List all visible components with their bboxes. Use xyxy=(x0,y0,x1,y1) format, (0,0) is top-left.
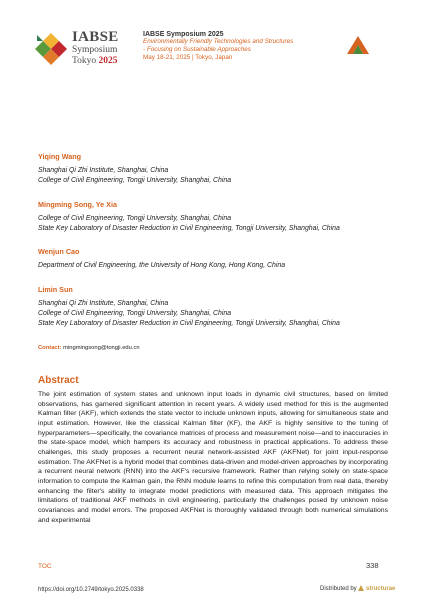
distributed-by xyxy=(320,585,395,592)
symposium-title: IABSE Symposium 2025 xyxy=(143,31,224,38)
page-number: 338 xyxy=(366,561,379,570)
author-affiliation: State Key Laboratory of Disaster Reduction in Civil Engineering, Tongji University, Shanghai, China xyxy=(38,319,340,327)
page-header xyxy=(0,0,424,70)
toc-link[interactable]: TOC xyxy=(38,563,52,570)
contact-line xyxy=(38,345,140,351)
distributor-brand: structurae xyxy=(366,586,396,592)
symposium-date: May 18-21, 2025 | Tokyo, Japan xyxy=(143,54,233,61)
logo-symposium: Symposium xyxy=(72,45,118,55)
author-affiliation: College of Civil Engineering, Tongji University, Shanghai, China xyxy=(38,177,232,184)
contact-label: Contact: xyxy=(38,345,62,351)
structurae-corner-icon xyxy=(345,34,371,56)
logo-iabse: IABSE xyxy=(72,29,119,45)
author-affiliation: College of Civil Engineering, Tongji University, Shanghai, China xyxy=(38,214,232,222)
author-block xyxy=(38,247,398,271)
author-name: Yiqing Wang xyxy=(38,152,81,161)
author-name: Wenjun Cao xyxy=(38,247,80,256)
iabse-logo-icon xyxy=(34,32,68,66)
author-name: Limin Sun xyxy=(38,284,73,294)
logo-tokyo xyxy=(72,57,119,67)
author-affiliation: Shanghai Qi Zhi Institute, Shanghai, China xyxy=(38,167,169,174)
doi-link[interactable]: https://doi.org/10.2749/tokyo.2025.0338 xyxy=(38,587,144,593)
author-list xyxy=(38,152,398,342)
author-block xyxy=(38,285,398,329)
author-block xyxy=(38,152,398,186)
author-affiliation: Department of Civil Engineering, the University of Hong Kong, Hong Kong, China xyxy=(38,262,286,269)
author-name: Mingming Song, Ye Xia xyxy=(38,199,117,209)
author-affiliation: State Key Laboratory of Disaster Reduction in Civil Engineering, Tongji University, Shanghai, China xyxy=(38,224,340,232)
iabse-logo-text xyxy=(72,30,119,66)
structurae-mark-icon xyxy=(358,585,364,591)
author-affiliation: College of Civil Engineering, Tongji University, Shanghai, China xyxy=(38,309,232,317)
author-block xyxy=(38,200,398,234)
author-affiliation: Shanghai Qi Zhi Institute, Shanghai, China xyxy=(38,299,169,307)
distributed-label: Distributed by xyxy=(320,586,357,592)
logo-year: 2025 xyxy=(98,55,118,66)
contact-email-link[interactable]: mingmingsong@tongji.edu.cn xyxy=(63,345,140,351)
symposium-info xyxy=(143,31,343,62)
abstract-body: The joint estimation of system states and unknown input loads in dynamic civil structures, based on limited observations, has garnered significant attention in recent years. A widely used method for this is the augmented Kalman filter (AKF), which extends the state vector to include unknown inputs, allowing for simultaneous state and input estimation. However, like the classical Kalman filter (KF), the AKF is highly sensitive to the tuning of hyperparameters—specifically, the covariance matrices of process and measurement noise—and to inaccuracies in the state-space model, which hampers its accuracy and robustness in practical applications. To address these challenges, this study proposes a recurrent neural network-assisted AKF (AKFNet) for joint input-response estimation. The AKFNet is a hybrid model that combines data-driven and model-driven approaches by incorporating a recurrent neural network (RNN) into the AKF's recursive framework. Rather than relying solely on state-space information to compute the Kalman gain, the RNN module learns to refine this computation from real data, thereby enhancing the filter's ability to integrate model predictions with measured data. This approach mitigates the limitations of traditional AKF methods in civil engineering, particularly the challenges posed by unknown noise covariances and model errors. The proposed AKFNet is thoroughly validated through both numerical simulations and experimental xyxy=(38,391,388,524)
abstract-heading: Abstract xyxy=(38,375,79,386)
symposium-subtitle-1: Environmentally Friendly Technologies and Structures xyxy=(143,38,294,45)
symposium-subtitle-2: - Focusing on Sustainable Approaches xyxy=(143,46,251,53)
logo-city: Tokyo xyxy=(72,55,99,66)
